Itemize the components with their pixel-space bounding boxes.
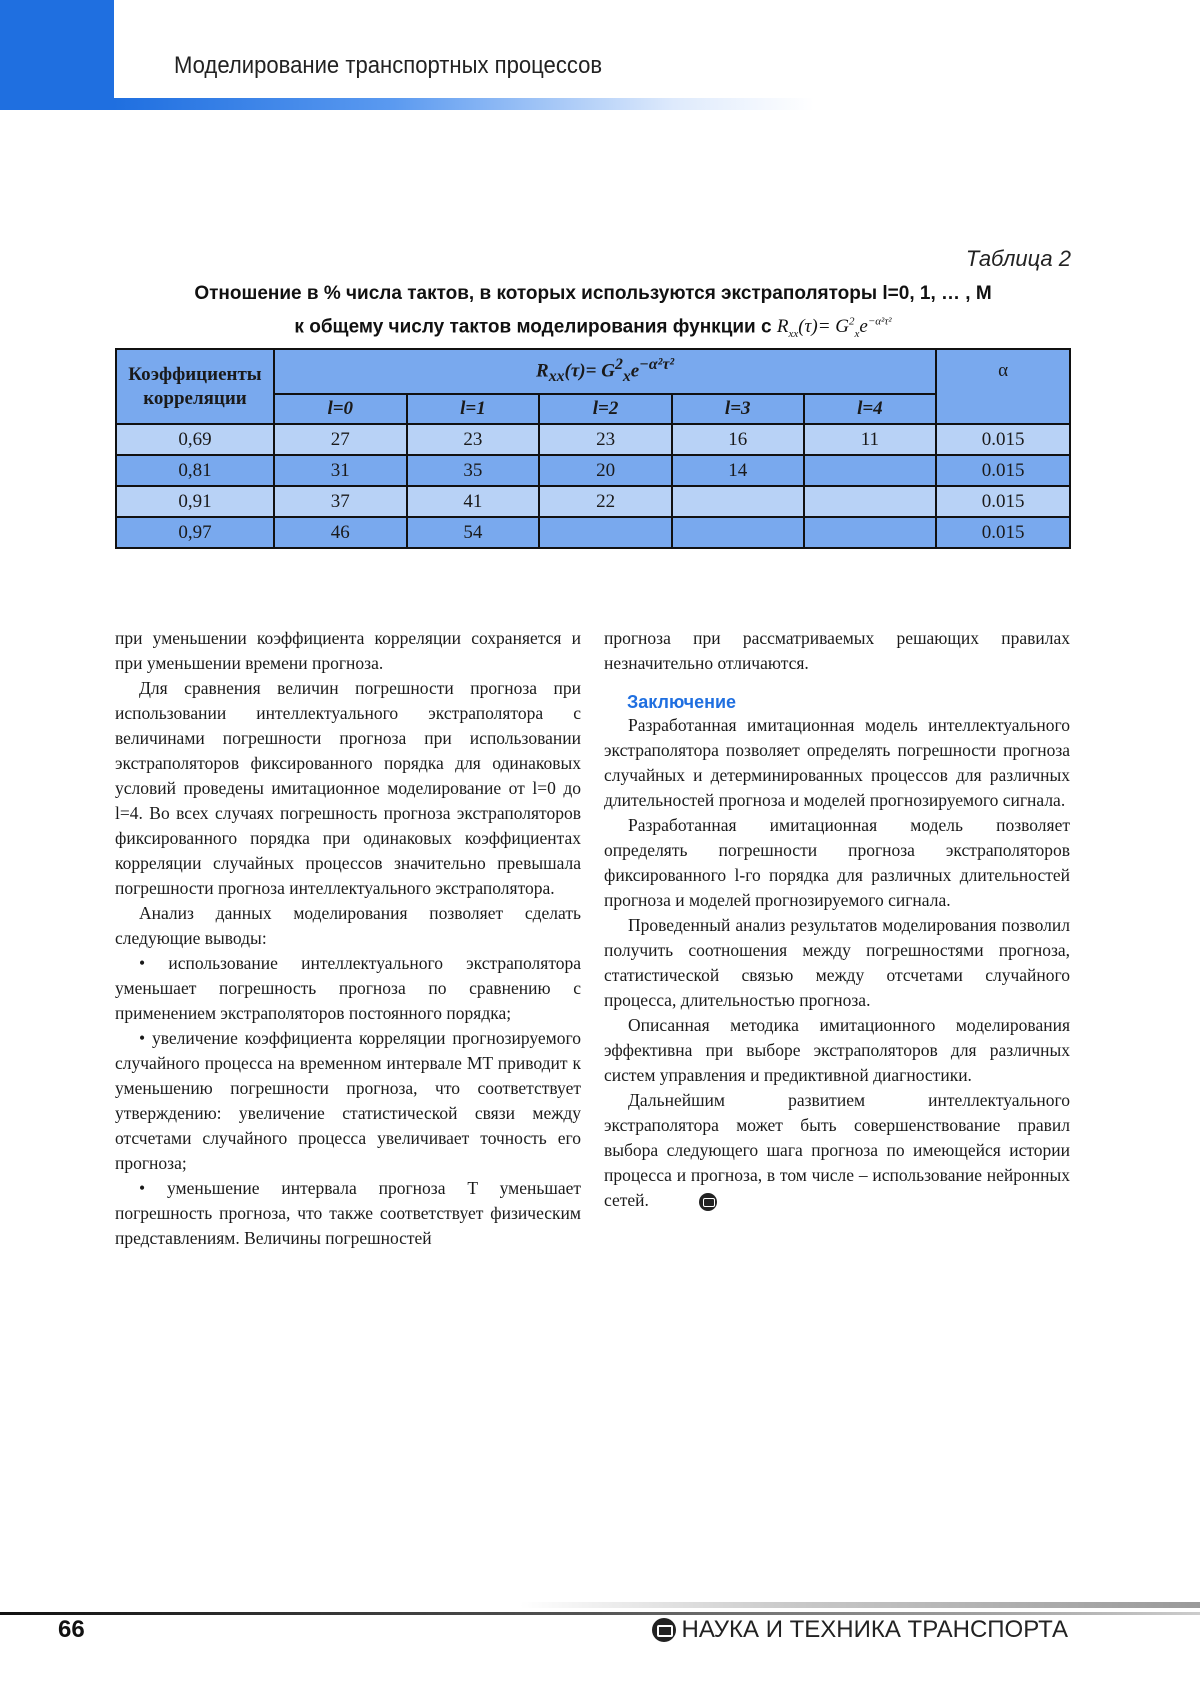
right-text-column (604, 626, 1070, 1213)
paragraph: Для сравнения величин погрешности прогноза при использовании интеллектуального экстраполятора с величинами погрешности прогноза при использовании экстраполяторов фиксированного порядка для одинаковых условий проведены имитационное моделирование от l=0 до l=4. Во всех случаях погрешность прогноза экстраполяторов фиксированного порядка при одинаковых коэффициентах корреляции случайных процессов значительно превышала погрешности прогноза интеллектуального экстраполятора. (115, 678, 581, 898)
header-coefficients: Коэффициенты корреляции (116, 349, 274, 424)
subheader-l0: l=0 (274, 394, 407, 424)
cell-value: 46 (274, 517, 407, 548)
cell-coef: 0,97 (116, 517, 274, 548)
cell-value: 14 (672, 455, 804, 486)
subheader-l2: l=2 (539, 394, 672, 424)
header-color-block (0, 0, 114, 110)
cell-coef: 0,91 (116, 486, 274, 517)
caption-formula: $R_{xx}(\tau)= G^2_xe^{-\alpha^2\tau^2}$ (776, 316, 892, 341)
cell-value (672, 486, 804, 517)
bullet-item: • использование интеллектуального экстраполятора уменьшает погрешность прогноза по сравнению с применением экстраполяторов постоянного порядка; (115, 953, 581, 1023)
cell-value (804, 486, 937, 517)
journal-title: НАУКА И ТЕХНИКА ТРАНСПОРТА (681, 1616, 1068, 1643)
cell-value: 35 (407, 455, 540, 486)
paragraph: при уменьшении коэффициента корреляции сохраняется и при уменьшении времени прогноза. (115, 628, 581, 673)
footer-gradient (520, 1602, 1200, 1608)
cell-coef: 0,81 (116, 455, 274, 486)
cell-alpha: 0.015 (936, 455, 1070, 486)
cell-value: 31 (274, 455, 407, 486)
cell-value: 23 (407, 424, 540, 455)
paragraph: Анализ данных моделирования позволяет сделать следующие выводы: (115, 903, 581, 948)
cell-value (539, 517, 672, 548)
cell-value (804, 517, 937, 548)
cell-value: 16 (672, 424, 804, 455)
header-alpha: α (936, 349, 1070, 424)
paragraph: Разработанная имитационная модель позволяет определять погрешности прогноза экстраполяторов фиксированного l-го порядка для различных длительностей прогноза и моделей прогнозируемого сигнала. (604, 815, 1070, 910)
paragraph: Описанная методика имитационного моделирования эффективна при выборе экстраполяторов для различных систем управления и предиктивной диагностики. (604, 1015, 1070, 1085)
journal-logo-icon (652, 1618, 676, 1642)
table-row (116, 455, 1070, 486)
bullet-item: • уменьшение интервала прогноза T уменьшает погрешность прогноза, что также соответствует физическим представлениям. Величины погрешностей (115, 1178, 581, 1248)
running-header-title: Моделирование транспортных процессов (174, 52, 603, 79)
end-of-article-icon (699, 1193, 717, 1211)
cell-value: 37 (274, 486, 407, 517)
left-text-column (115, 626, 581, 1251)
cell-value: 11 (804, 424, 937, 455)
table-row (116, 517, 1070, 548)
cell-value (804, 455, 937, 486)
header-gradient-line (114, 98, 814, 110)
paragraph: прогноза при рассматриваемых решающих правилах незначительно отличаются. (604, 628, 1070, 673)
caption-prefix: к общему числу тактов моделирования функции с (294, 316, 777, 338)
table-row (116, 424, 1070, 455)
cell-value: 20 (539, 455, 672, 486)
paragraph: Проведенный анализ результатов моделирования позволил получить соотношения между погрешностями прогноза, статистической связью между отсчетами случайного процесса, длительностью прогноза. (604, 915, 1070, 1010)
page-number: 66 (58, 1616, 85, 1643)
table-label: Таблица 2 (965, 246, 1071, 271)
table-caption-line2 (115, 316, 1071, 340)
subheader-l4: l=4 (804, 394, 937, 424)
cell-value: 54 (407, 517, 540, 548)
cell-value: 23 (539, 424, 672, 455)
table-row (116, 486, 1070, 517)
paragraph: Дальнейшим развитием интеллектуального экстраполятора может быть совершенствование правил выбора следующего шага прогноза по имеющейся истории процесса и прогноза, в том числе – использование нейронных сетей. (604, 1090, 1070, 1210)
section-heading: Заключение (627, 692, 737, 712)
journal-name (652, 1616, 1068, 1644)
data-table (115, 348, 1071, 549)
cell-value: 22 (539, 486, 672, 517)
cell-alpha: 0.015 (936, 517, 1070, 548)
cell-alpha: 0.015 (936, 486, 1070, 517)
header-formula: $R_{xx}(\tau)= G^2_xe^{-\alpha^2\tau^2}$ (274, 349, 936, 394)
cell-value: 27 (274, 424, 407, 455)
cell-value (672, 517, 804, 548)
footer-rule (0, 1612, 1200, 1615)
bullet-item: • увеличение коэффициента корреляции прогнозируемого случайного процесса на временном интервале MT приводит к уменьшению погрешности прогноза, что соответствует утверждению: увеличение статистической связи между отсчетами случайного процесса увеличивает точность его прогноза; (115, 1028, 581, 1173)
subheader-l3: l=3 (672, 394, 804, 424)
table-caption-line1: Отношение в % числа тактов, в которых используются экстраполяторы l=0, 1, … , M (194, 283, 992, 304)
cell-coef: 0,69 (116, 424, 274, 455)
cell-alpha: 0.015 (936, 424, 1070, 455)
paragraph: Разработанная имитационная модель интеллектуального экстраполятора позволяет определять погрешности прогноза случайных и детерминированных процессов для различных длительностей прогноза и моделей прогнозируемого сигнала. (604, 715, 1070, 810)
subheader-l1: l=1 (407, 394, 540, 424)
cell-value: 41 (407, 486, 540, 517)
